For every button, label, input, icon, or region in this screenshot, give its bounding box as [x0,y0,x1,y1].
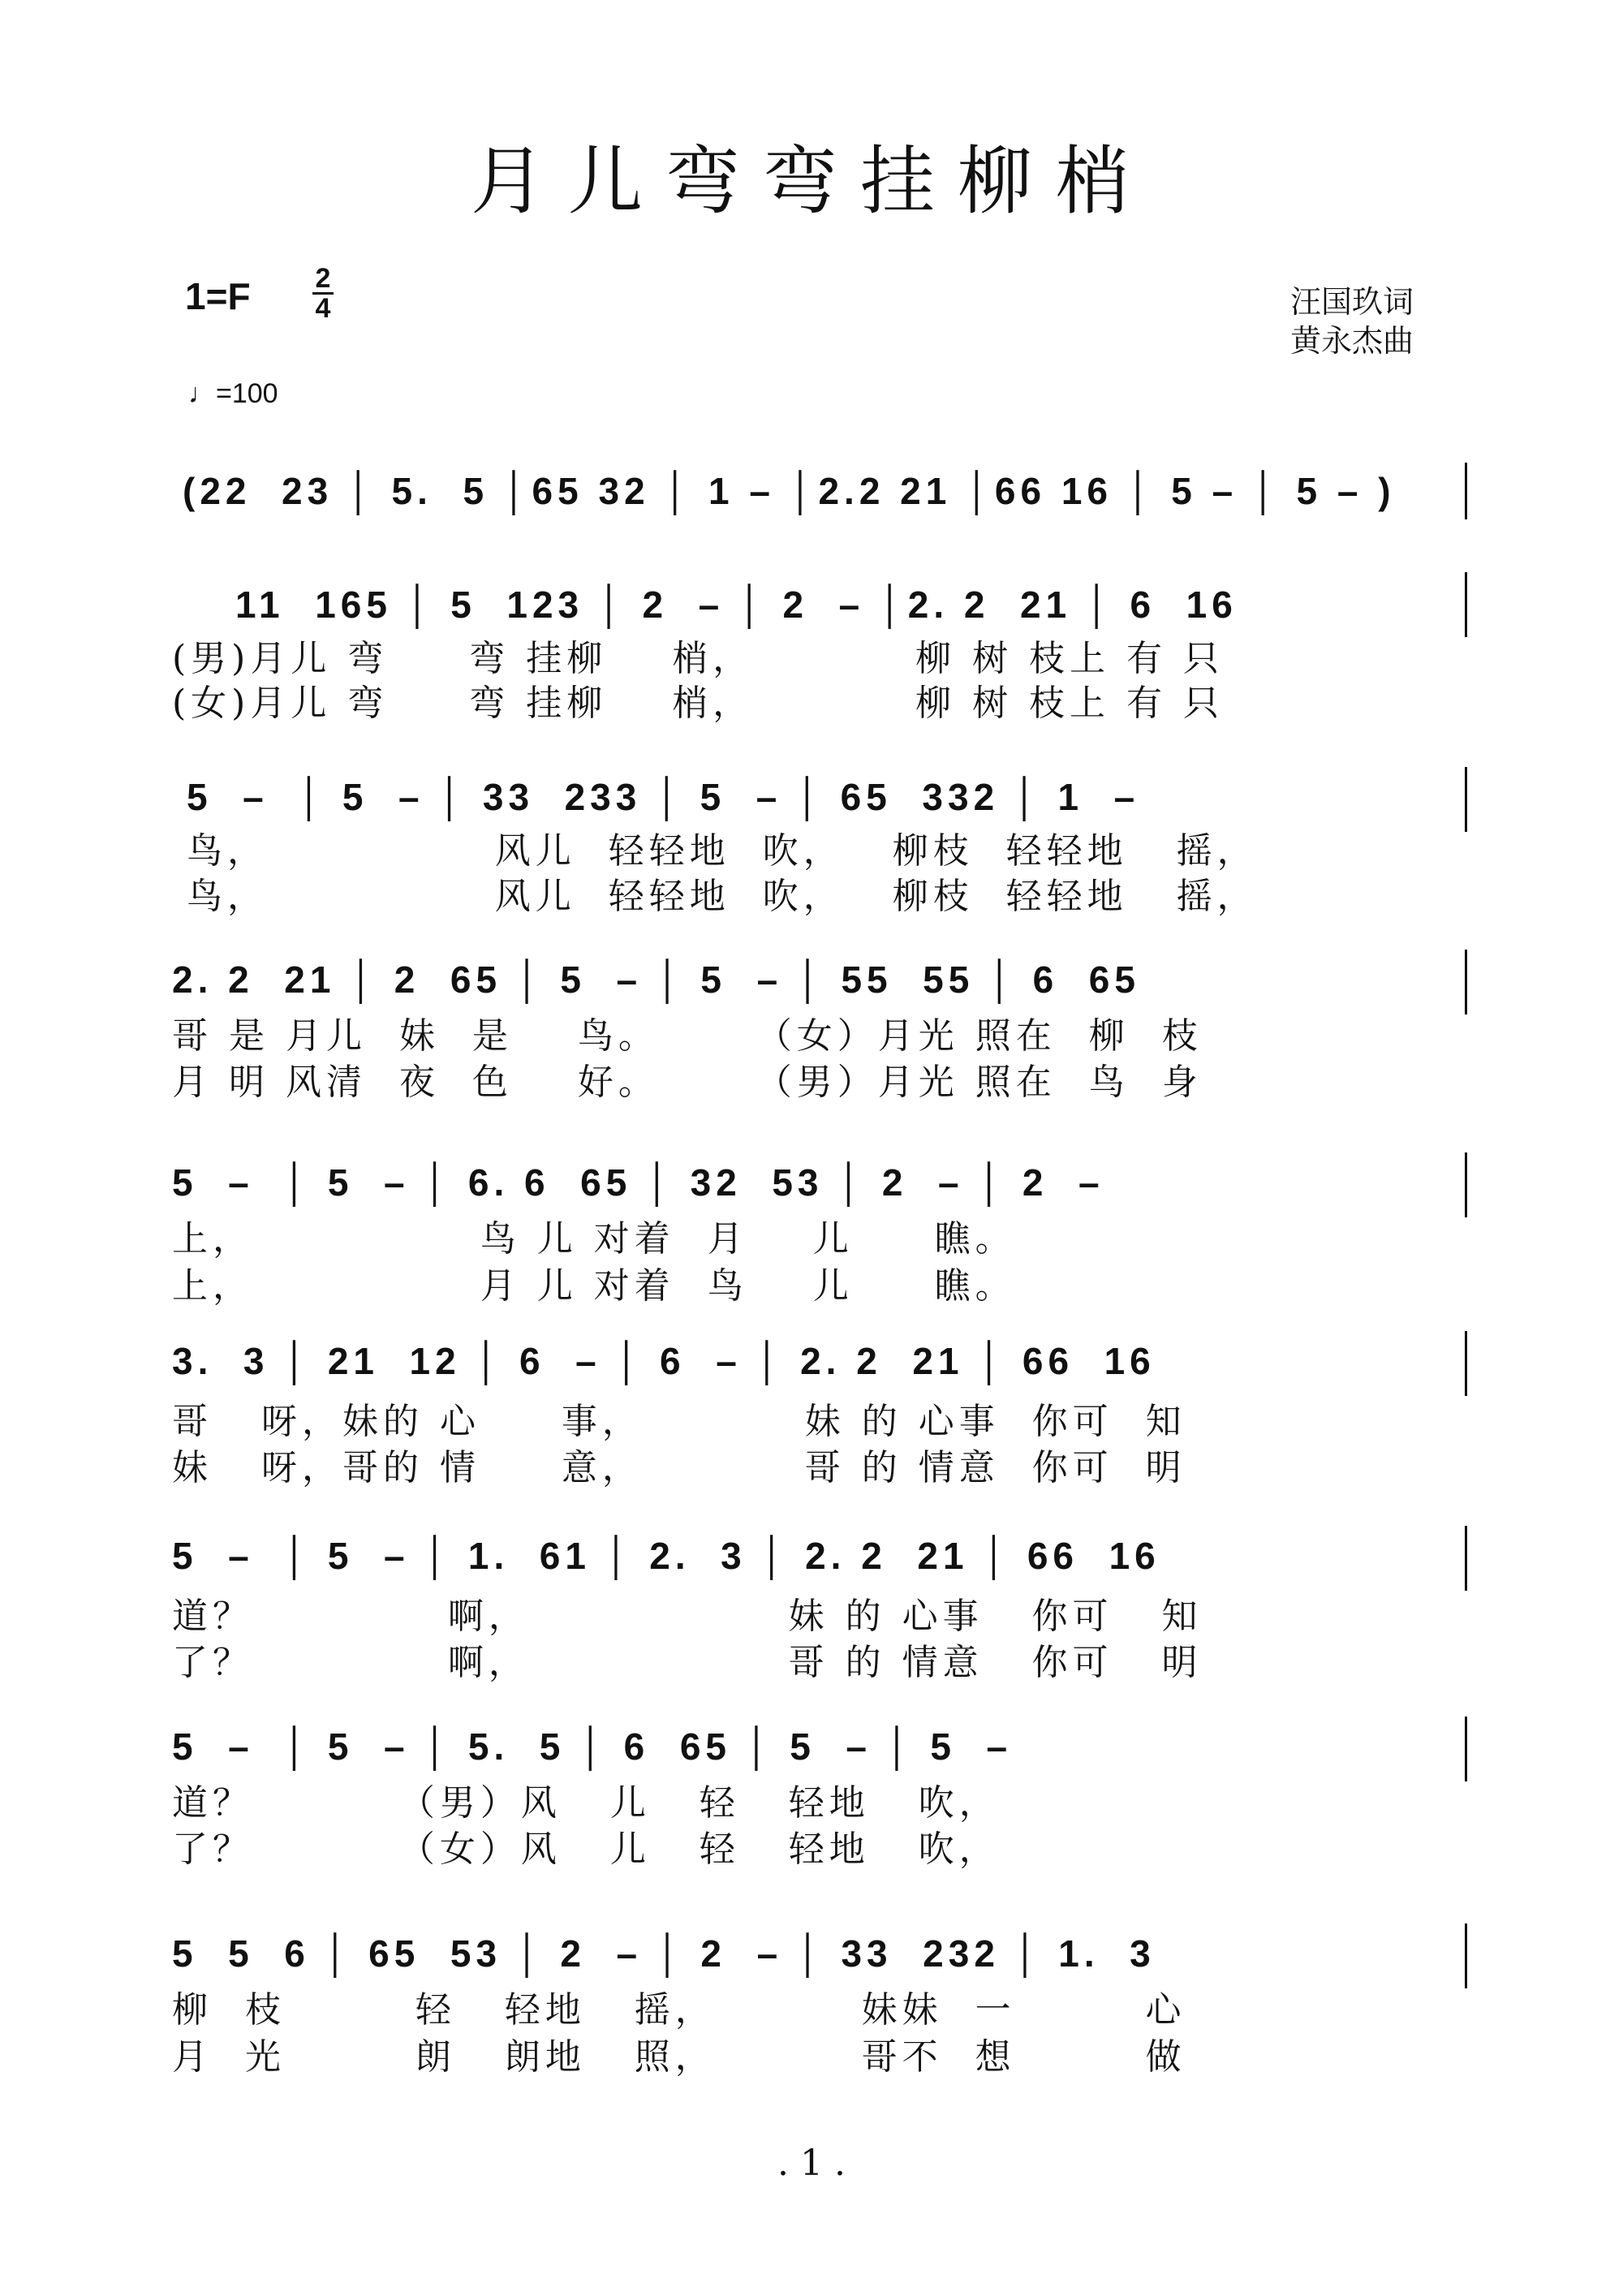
system-6-lyrics-1: 哥 呀，妹的 心 事， 妹 的 心事 你可 知 [172,1401,1186,1442]
system-4-notes: 2. 2 21 │ 2 65 │ 5 – │ 5 – │ 55 55 │ 6 65 [172,958,1140,1001]
system-6-end-barline [1465,1331,1467,1396]
system-2-lyrics-2: (女)月儿 弯 弯 挂柳 梢， 柳 树 枝上 有 只 [172,683,1224,724]
system-5-notes: 5 – │ 5 – │ 6. 6 65 │ 32 53 │ 2 – │ 2 – [172,1161,1104,1204]
system-1-end-barline [1465,463,1467,519]
page-title: 月儿弯弯挂柳梢 [470,138,1152,225]
system-8-end-barline [1465,1717,1467,1781]
time-signature [307,265,339,322]
system-4-lyrics-2: 月 明 风清 夜 色 好。 （男）月光 照在 鸟 身 [172,1062,1203,1103]
page-number: . 1 . [777,2143,846,2184]
system-6-lyrics-2: 妹 呀，哥的 情 意， 哥 的 情意 你可 明 [172,1447,1186,1488]
time-signature-top: 2 [315,263,331,294]
system-8-notes: 5 – │ 5 – │ 5. 5 │ 6 65 │ 5 – │ 5 – [172,1725,1013,1768]
system-7-lyrics-2: 了？ 啊， 哥 的 情意 你可 明 [172,1642,1203,1683]
system-5-lyrics-2: 上， 月 儿 对着 鸟 儿 瞧。 [172,1265,1016,1307]
system-3-lyrics-1: 鸟， 风儿 轻轻地 吹， 柳枝 轻轻地 摇， [187,830,1258,872]
system-3-lyrics-2: 鸟， 风儿 轻轻地 吹， 柳枝 轻轻地 摇， [187,876,1258,917]
system-3-end-barline [1465,767,1467,832]
system-4-end-barline [1465,950,1467,1014]
system-9-end-barline [1465,1923,1467,1988]
system-1-notes: (22 23 │ 5. 5 │65 32 │ 1 – │2.2 21 │66 16 │ 5 – │ 5 – ) [183,470,1396,512]
key-signature: 1=F [185,275,251,317]
composer-credit: 黄永杰曲 [1290,323,1414,359]
time-signature-bottom: 4 [315,293,331,324]
system-8-lyrics-1: 道？ （男）风 儿 轻 轻地 吹， [172,1782,1000,1824]
system-9-lyrics-2: 月 光 朗 朗地 照， 哥不 想 做 [172,2036,1186,2078]
system-7-lyrics-1: 道？ 啊， 妹 的 心事 你可 知 [172,1596,1203,1637]
system-9-lyrics-1: 柳 枝 轻 轻地 摇， 妹妹 一 心 [172,1989,1186,2031]
system-7-end-barline [1465,1526,1467,1591]
system-5-lyrics-1: 上， 鸟 儿 对着 月 儿 瞧。 [172,1218,1016,1260]
system-9-notes: 5 5 6 │ 65 53 │ 2 – │ 2 – │ 33 232 │ 1. 3 [172,1932,1156,1975]
system-6-notes: 3. 3 │ 21 12 │ 6 – │ 6 – │ 2. 2 21 │ 66 16 [172,1340,1156,1382]
system-2-end-barline [1465,572,1467,637]
system-2-lyrics-1: (男)月儿 弯 弯 挂柳 梢， 柳 树 枝上 有 只 [172,638,1224,679]
credits [1290,282,1414,360]
system-3-notes: 5 – │ 5 – │ 33 233 │ 5 – │ 65 332 │ 1 – [187,776,1140,818]
lyricist-credit: 汪国玖词 [1290,284,1414,320]
system-4-lyrics-1: 哥 是 月儿 妹 是 鸟。 （女）月光 照在 柳 枝 [172,1015,1203,1057]
system-5-end-barline [1465,1152,1467,1217]
system-8-lyrics-2: 了？ （女）风 儿 轻 轻地 吹， [172,1829,1000,1870]
system-7-notes: 5 – │ 5 – │ 1. 61 │ 2. 3 │ 2. 2 21 │ 66 16 [172,1535,1160,1577]
tempo-mark: ♩=100 [188,378,278,409]
system-2-notes: 11 165 │ 5 123 │ 2 – │ 2 – │2. 2 21 │ 6 16 [235,584,1238,626]
